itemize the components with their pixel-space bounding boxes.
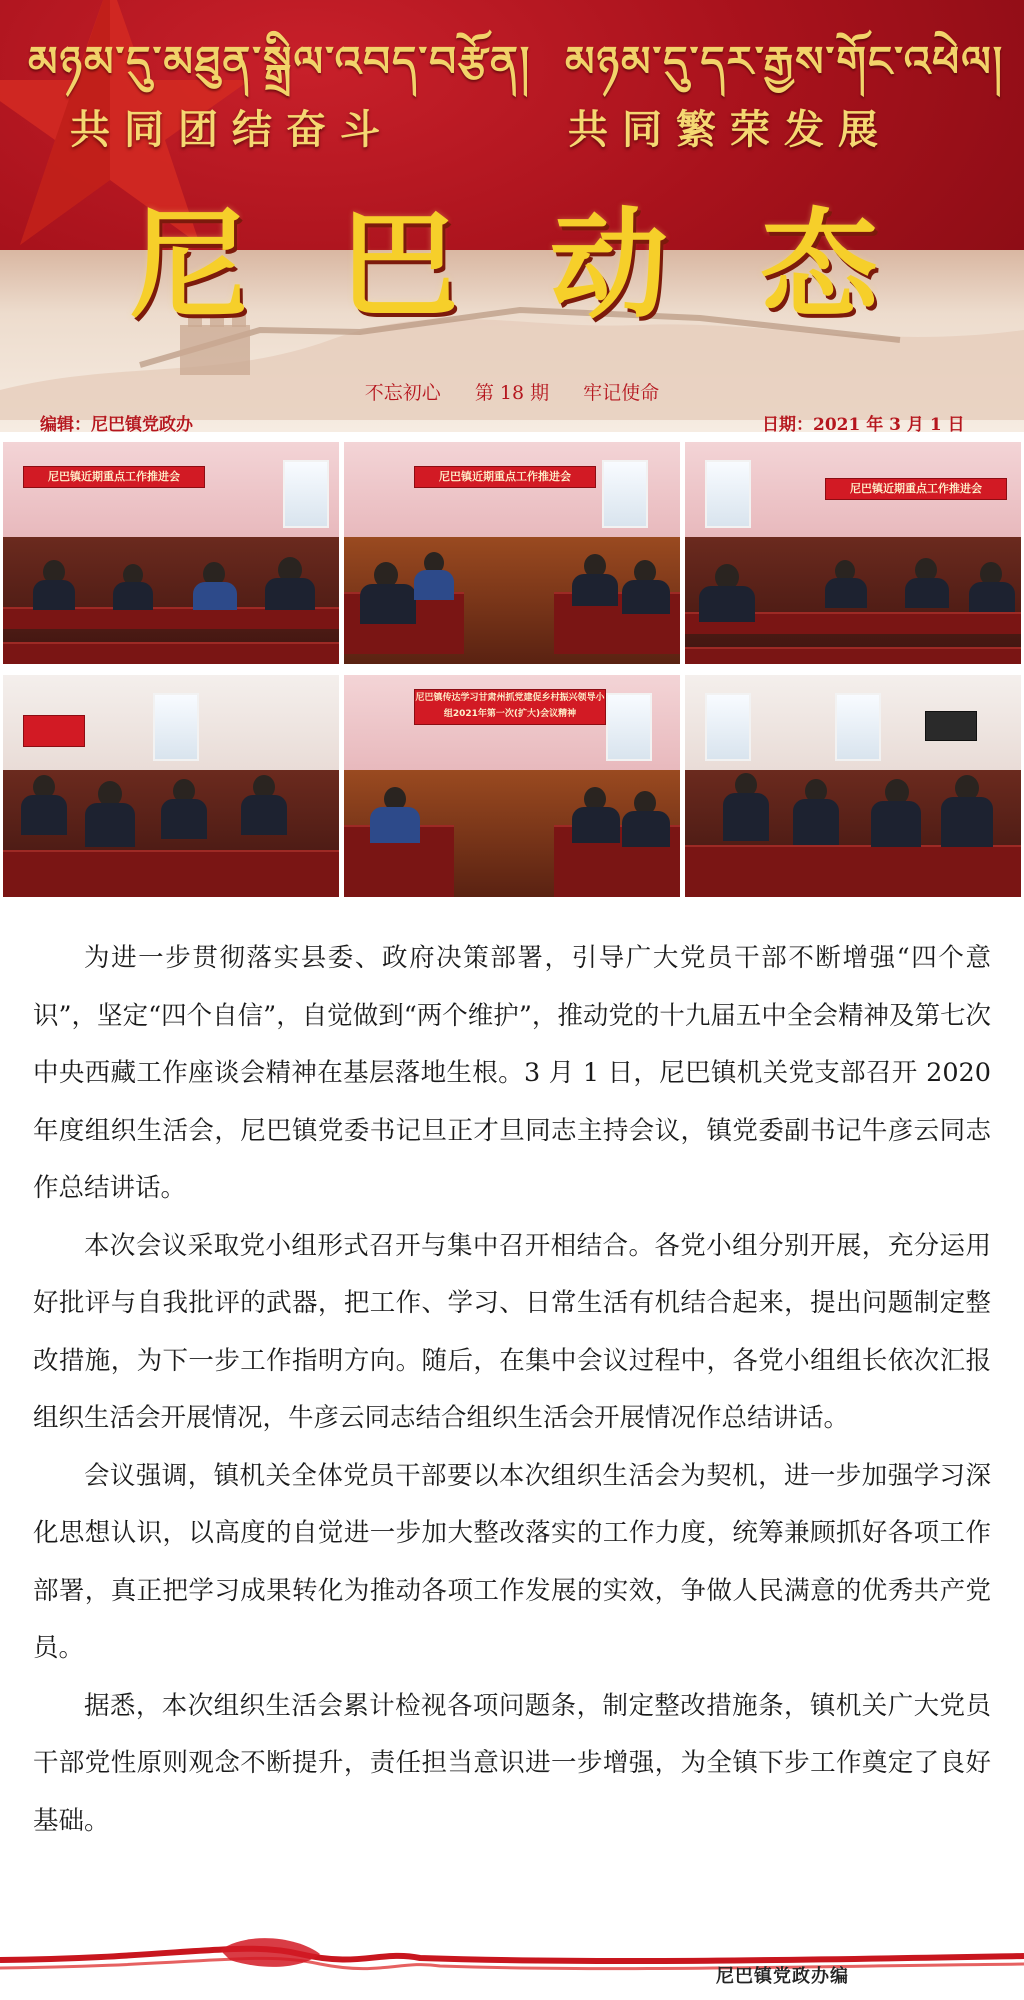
photo-banner-text: 尼巴镇近期重点工作推进会: [23, 466, 205, 488]
meeting-photo: [685, 675, 1021, 897]
photo-banner-text: 尼巴镇近期重点工作推进会: [825, 478, 1007, 500]
masthead-title: [130, 170, 910, 334]
masthead-char: 巴: [340, 196, 459, 334]
meeting-photo: [3, 675, 339, 897]
slogan-left: 共同团结奋斗: [70, 107, 394, 153]
tibetan-slogan-row: [0, 14, 1024, 86]
meeting-photo: [3, 442, 339, 664]
issue-line: [0, 378, 1024, 405]
meeting-photo: [685, 442, 1021, 664]
article-paragraph: 据悉，本次组织生活会累计检视各项问题条，制定整改措施条，镇机关广大党员干部党性原则观念不断提升，责任担当意识进一步增强，为全镇下步工作奠定了良好基础。: [33, 1690, 991, 1836]
photo-banner-text: 尼巴镇近期重点工作推进会: [414, 466, 596, 488]
photo-banner-text: [23, 715, 85, 747]
footer-label: 尼巴镇党政办编: [716, 1966, 849, 1987]
photo-banner-text: [925, 711, 977, 741]
masthead-char: 尼: [130, 196, 249, 334]
meeting-photo: [344, 442, 680, 664]
masthead-char: 态: [760, 196, 879, 334]
header-banner: [0, 0, 1024, 432]
photo-banner-text: 尼巴镇传达学习甘肃州抓党建促乡村振兴领导小组2021年第一次(扩大)会议精神: [414, 689, 606, 725]
masthead-char: 动: [550, 196, 669, 334]
date-label: 日期：2021 年 3 月 1 日: [762, 415, 965, 432]
ribbon-divider: [0, 1920, 1024, 2000]
meeting-photo: [344, 675, 680, 897]
issue-number: 第 18 期: [474, 382, 550, 404]
editor-label: 编辑：尼巴镇党政办: [40, 415, 193, 432]
motto-left: 不忘初心: [364, 382, 441, 404]
tibetan-slogan-left: མཉམ་དུ་མཐུན་སྒྲིལ་འབད་བརྩོན།: [28, 37, 532, 86]
slogan-right: 共同繁荣发展: [568, 107, 892, 153]
article-paragraph: 本次会议采取党小组形式召开与集中召开相结合。各党小组分别开展，充分运用好批评与自我批评的武器，把工作、学习、日常生活有机结合起来，提出问题制定整改措施，为下一步工作指明方向。随后，在集中会议过程中，各党小组组长依次汇报组织生活会开展情况，牛彦云同志结合组织生活会开展情况作总结讲话。: [33, 1230, 991, 1433]
article-body: [33, 930, 991, 1850]
article-paragraph: 为进一步贯彻落实县委、政府决策部署，引导广大党员干部不断增强“四个意识”，坚定“四个自信”，自觉做到“两个维护”，推动党的十九届五中全会精神及第七次中央西藏工作座谈会精神在基层落地生根。3 月 1 日，尼巴镇机关党支部召开 2020 年度组织生活会，尼巴镇党委书记旦正才旦同志主持会议，镇党委副书记牛彦云同志作总结讲话。: [33, 943, 991, 1203]
motto-right: 牢记使命: [583, 382, 660, 404]
article-paragraph: 会议强调，镇机关全体党员干部要以本次组织生活会为契机，进一步加强学习深化思想认识，以高度的自觉进一步加大整改落实的工作力度，统筹兼顾抓好各项工作部署，真正把学习成果转化为推动各项工作发展的实效，争做人民满意的优秀共产党员。: [33, 1460, 991, 1663]
tibetan-slogan-right: མཉམ་དུ་དར་རྒྱས་གོང་འཕེལ།: [565, 37, 1005, 86]
